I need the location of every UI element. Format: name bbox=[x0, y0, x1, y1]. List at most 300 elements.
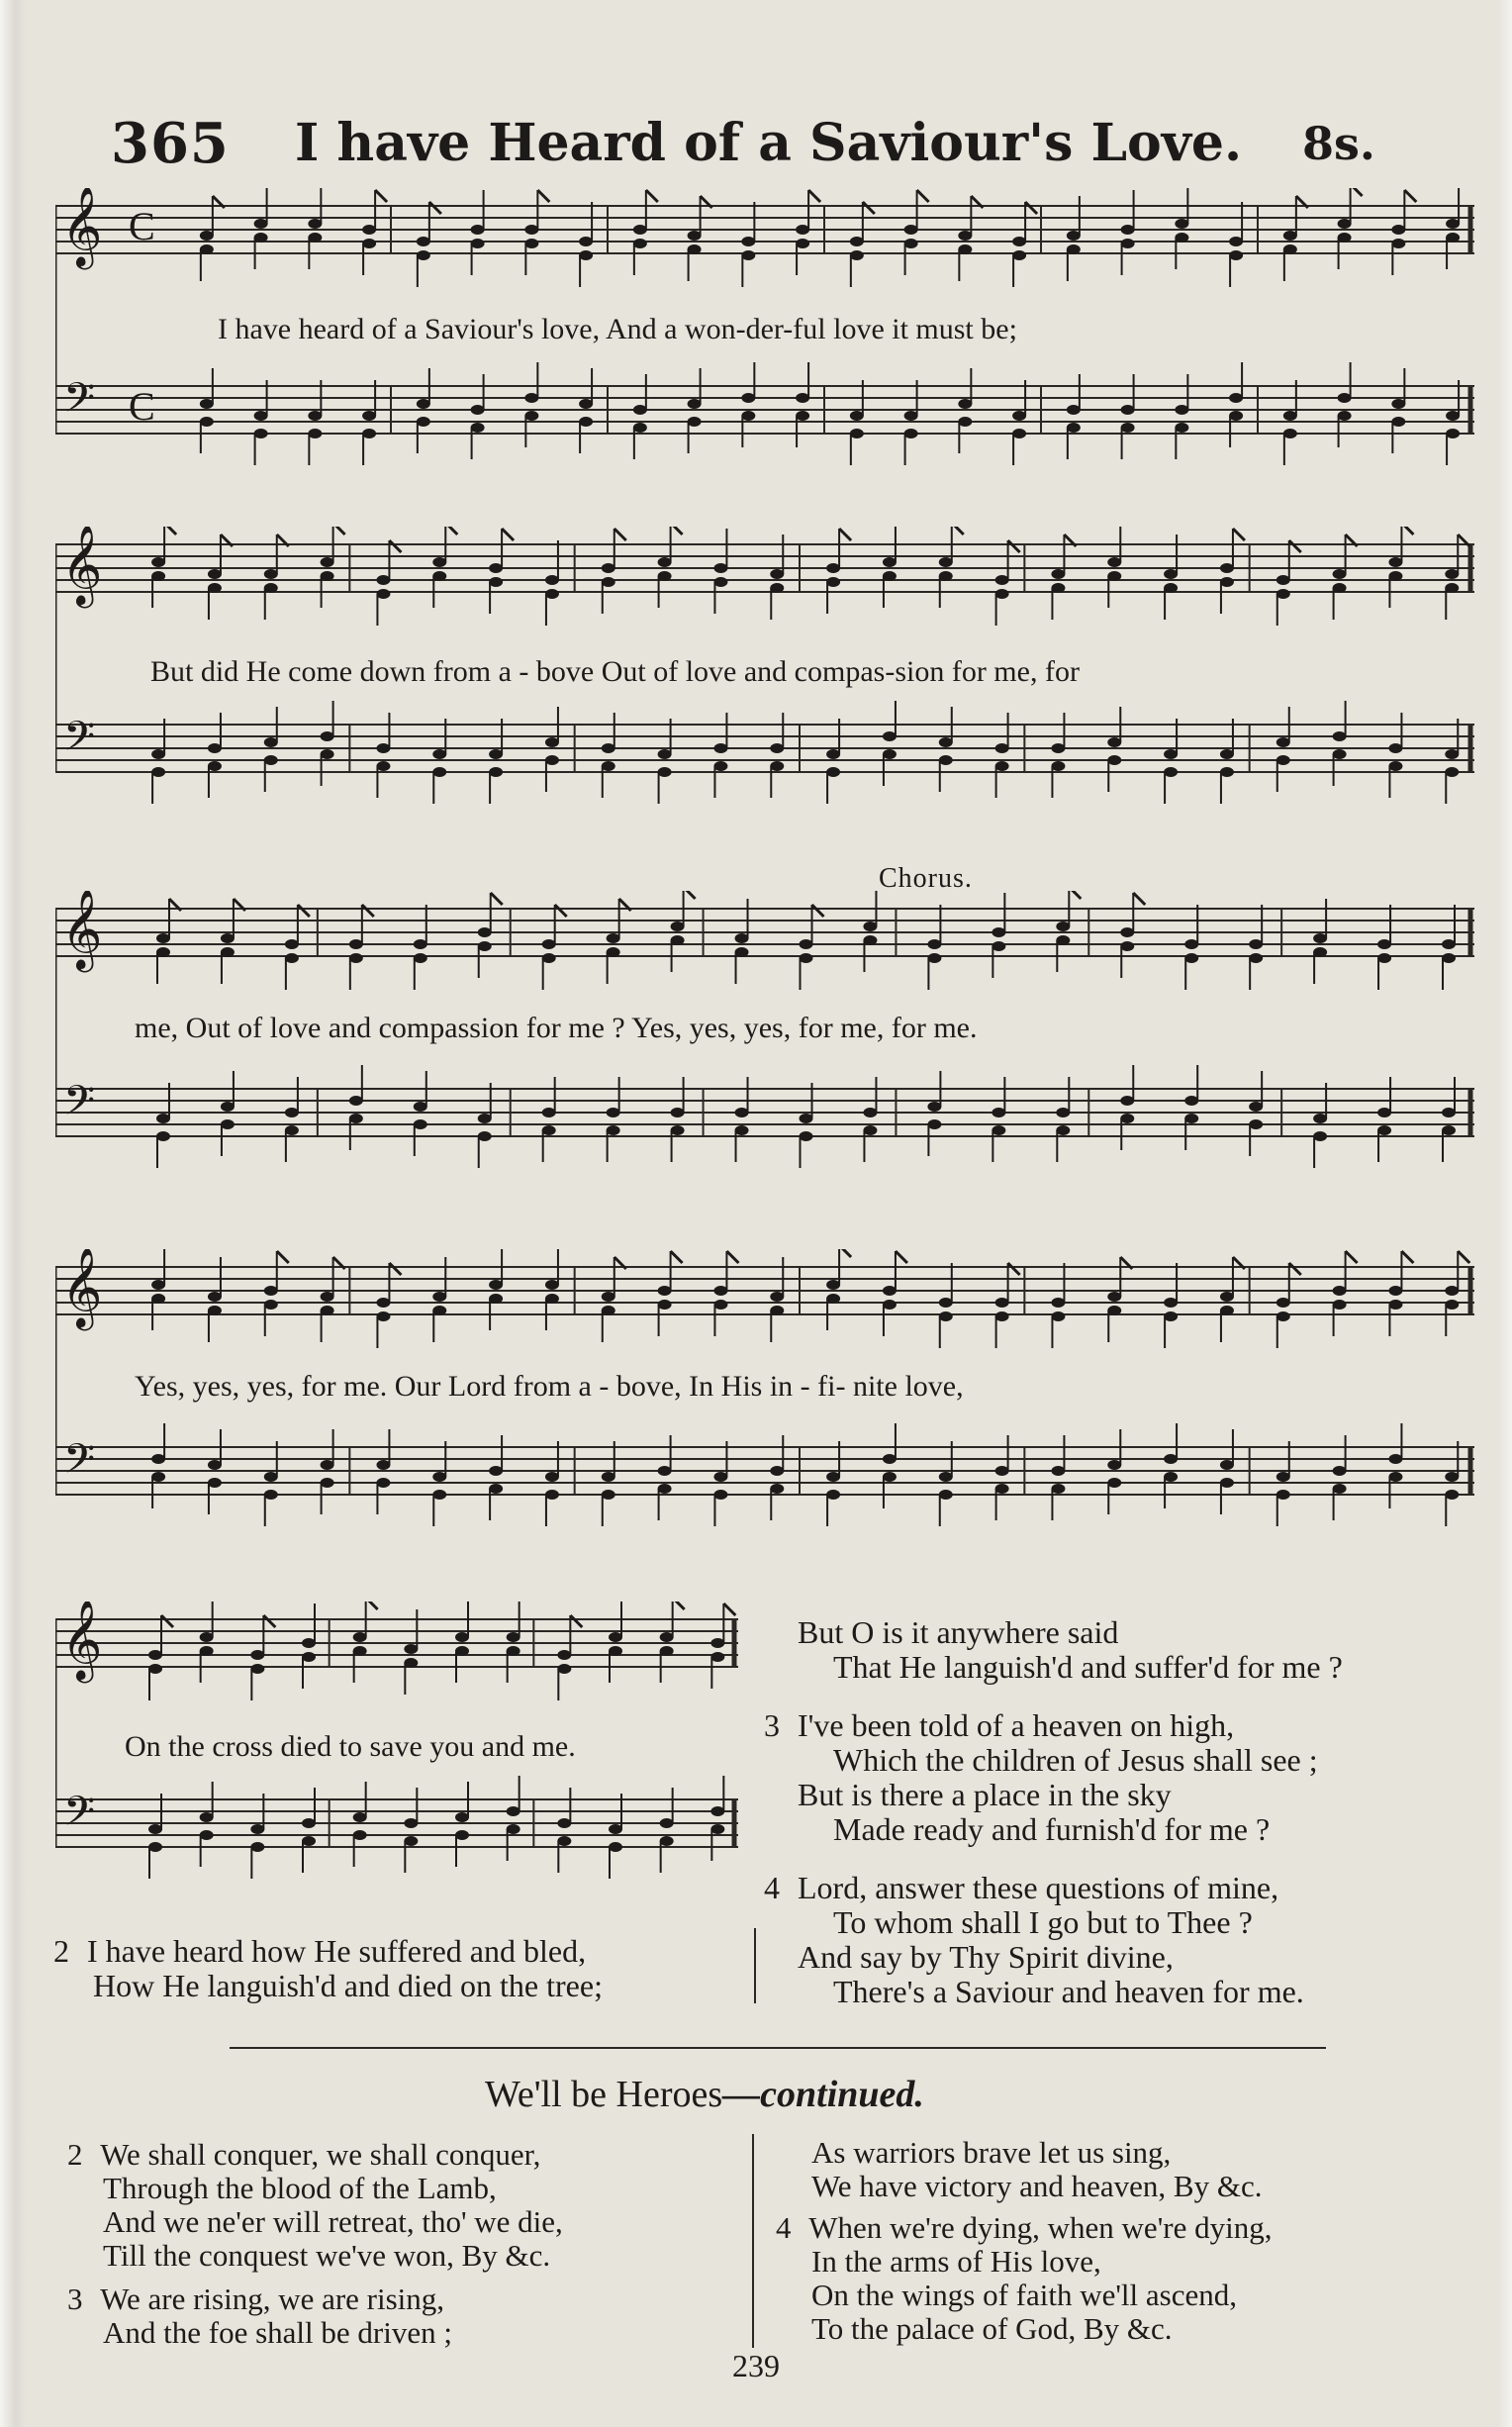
note-head bbox=[471, 225, 485, 235]
note-head bbox=[1442, 953, 1456, 963]
note-head bbox=[1249, 939, 1263, 949]
note-head bbox=[579, 399, 593, 409]
note-head bbox=[995, 575, 1009, 585]
note-head bbox=[660, 1818, 674, 1828]
note-flag bbox=[362, 905, 374, 917]
note-head bbox=[1175, 423, 1188, 433]
verse-4 bbox=[764, 1871, 1304, 2009]
note-head bbox=[200, 417, 214, 427]
section-divider bbox=[230, 2047, 1326, 2049]
note-head bbox=[264, 1490, 278, 1500]
note-head bbox=[770, 1306, 784, 1315]
note-head bbox=[658, 571, 672, 581]
note-head bbox=[939, 1472, 953, 1482]
note-head bbox=[285, 939, 299, 949]
note-head bbox=[1220, 1460, 1234, 1470]
note-head bbox=[1164, 749, 1178, 759]
note-head bbox=[1377, 1125, 1391, 1135]
note-flag bbox=[1401, 1251, 1413, 1263]
note-head bbox=[1338, 411, 1352, 421]
note-head bbox=[148, 1824, 162, 1834]
note-head bbox=[671, 935, 685, 945]
note-flag bbox=[917, 190, 929, 202]
note-head bbox=[1220, 1306, 1234, 1315]
note-head bbox=[1120, 941, 1134, 951]
note-head bbox=[221, 933, 235, 943]
note-head bbox=[1445, 569, 1459, 579]
note-head bbox=[417, 417, 430, 427]
note-head bbox=[1276, 1311, 1290, 1321]
note-head bbox=[221, 947, 235, 957]
note-head bbox=[958, 399, 972, 409]
note-flag bbox=[1069, 891, 1081, 899]
note-head bbox=[1051, 1298, 1065, 1308]
note-head bbox=[713, 1490, 727, 1500]
note-head bbox=[688, 417, 702, 427]
verse-number: 4 bbox=[776, 2210, 792, 2245]
note-head bbox=[1051, 1466, 1065, 1476]
note-head bbox=[254, 429, 268, 438]
note-head bbox=[545, 755, 559, 765]
verse-line: And we ne'er will retreat, tho' we die, bbox=[103, 2204, 563, 2239]
note-flag bbox=[445, 527, 457, 534]
note-head bbox=[735, 933, 749, 943]
note-head bbox=[414, 939, 427, 949]
note-head bbox=[208, 569, 222, 579]
note-head bbox=[264, 1286, 278, 1296]
note-head bbox=[376, 1460, 390, 1470]
note-head bbox=[1276, 1298, 1290, 1308]
note-flag bbox=[839, 1249, 851, 1257]
note-head bbox=[770, 569, 784, 579]
note-head bbox=[221, 1119, 235, 1129]
note-head bbox=[489, 563, 503, 573]
note-head bbox=[602, 743, 615, 753]
note-head bbox=[607, 947, 620, 957]
note-head bbox=[1445, 767, 1459, 777]
note-head bbox=[376, 575, 390, 585]
note-head bbox=[1276, 1472, 1290, 1482]
note-head bbox=[156, 1131, 170, 1141]
note-head bbox=[1121, 225, 1135, 235]
note-flag bbox=[1008, 1263, 1020, 1275]
note-head bbox=[579, 417, 593, 427]
note-head bbox=[1388, 571, 1402, 581]
note-head bbox=[1164, 1454, 1178, 1464]
note-head bbox=[349, 953, 363, 963]
note-head bbox=[455, 1632, 469, 1642]
note-head bbox=[602, 563, 615, 573]
note-head bbox=[489, 1294, 503, 1304]
note-head bbox=[1313, 1114, 1327, 1123]
note-head bbox=[308, 411, 322, 421]
page-edge-left bbox=[0, 0, 26, 2427]
note-flag bbox=[952, 527, 964, 534]
note-head bbox=[1175, 233, 1188, 243]
note-head bbox=[826, 749, 840, 759]
note-head bbox=[404, 1836, 418, 1846]
note-head bbox=[1377, 939, 1391, 949]
verse-number: 2 bbox=[53, 1933, 69, 1969]
note-head bbox=[1446, 411, 1460, 421]
note-flag bbox=[537, 190, 549, 202]
note-head bbox=[1056, 922, 1070, 931]
note-head bbox=[557, 1664, 571, 1674]
note-head bbox=[904, 239, 918, 248]
note-head bbox=[1164, 767, 1178, 777]
note-head bbox=[489, 749, 503, 759]
note-head bbox=[148, 1842, 162, 1852]
note-head bbox=[850, 429, 864, 438]
note-head bbox=[713, 1300, 727, 1310]
note-flag bbox=[671, 527, 683, 534]
note-flag bbox=[1351, 188, 1363, 196]
note-head bbox=[524, 239, 538, 248]
note-head bbox=[264, 1300, 278, 1310]
continued-verse-2 bbox=[67, 2138, 563, 2273]
note-head bbox=[713, 761, 727, 771]
verse-line: In the arms of His love, bbox=[811, 2244, 1101, 2279]
verse-line: To the palace of God, By &c. bbox=[811, 2311, 1173, 2346]
note-head bbox=[1067, 244, 1081, 254]
note-head bbox=[826, 577, 840, 587]
note-head bbox=[308, 429, 322, 438]
note-head bbox=[1446, 233, 1460, 243]
note-head bbox=[602, 577, 615, 587]
note-head bbox=[939, 1298, 953, 1308]
note-head bbox=[545, 1490, 559, 1500]
note-head bbox=[883, 749, 897, 759]
note-head bbox=[1442, 1125, 1456, 1135]
note-head bbox=[1283, 429, 1297, 438]
note-head bbox=[927, 953, 941, 963]
note-head bbox=[321, 749, 334, 759]
note-head bbox=[1220, 749, 1234, 759]
note-head bbox=[992, 941, 1005, 951]
note-head bbox=[156, 947, 170, 957]
note-head bbox=[151, 767, 165, 777]
note-head bbox=[545, 589, 559, 599]
note-flag bbox=[863, 202, 875, 214]
note-head bbox=[1220, 1292, 1234, 1302]
note-flag bbox=[263, 1615, 275, 1627]
page-edge-right bbox=[1498, 0, 1512, 2427]
note-head bbox=[633, 225, 647, 235]
note-head bbox=[660, 1646, 674, 1656]
verse-line: And say by Thy Spirit divine, bbox=[798, 1939, 1174, 1975]
note-head bbox=[607, 1108, 620, 1117]
note-head bbox=[321, 1478, 334, 1488]
note-head bbox=[609, 1824, 622, 1834]
continued-verse-4 bbox=[776, 2211, 1272, 2346]
verse-line: Which the children of Jesus shall see ; bbox=[833, 1742, 1318, 1778]
note-head bbox=[208, 1306, 222, 1315]
note-head bbox=[1175, 219, 1188, 229]
note-head bbox=[455, 1646, 469, 1656]
note-head bbox=[602, 1306, 615, 1315]
verse-line: That He languish'd and suffer'd for me ? bbox=[833, 1649, 1343, 1685]
note-head bbox=[208, 743, 222, 753]
music-notation-2 bbox=[55, 527, 1474, 853]
note-head bbox=[735, 1125, 749, 1135]
verse-line: There's a Saviour and heaven for me. bbox=[833, 1974, 1304, 2009]
note-head bbox=[489, 1466, 503, 1476]
note-head bbox=[417, 237, 430, 246]
note-head bbox=[1276, 737, 1290, 747]
verse-3 bbox=[764, 1708, 1318, 1847]
note-head bbox=[478, 1131, 492, 1141]
note-head bbox=[633, 405, 647, 415]
note-head bbox=[432, 1306, 446, 1315]
note-head bbox=[1338, 233, 1352, 243]
lyric-line-4: Yes, yes, yes, for me. Our Lord from a - bove, In His in - fi- nite love, bbox=[135, 1370, 964, 1403]
note-head bbox=[995, 761, 1009, 771]
bass-clef-icon: 𝄢 bbox=[63, 1435, 96, 1493]
note-head bbox=[904, 411, 918, 421]
note-head bbox=[1388, 761, 1402, 771]
note-head bbox=[1056, 1108, 1070, 1117]
treble-clef-icon: 𝄞 bbox=[61, 188, 103, 266]
note-flag bbox=[684, 891, 696, 899]
note-head bbox=[200, 231, 214, 241]
column-divider bbox=[754, 1928, 756, 2003]
note-flag bbox=[298, 905, 310, 917]
note-flag bbox=[277, 1251, 289, 1263]
note-head bbox=[1121, 423, 1135, 433]
treble-clef-icon: 𝄞 bbox=[61, 527, 103, 605]
note-head bbox=[254, 233, 268, 243]
note-head bbox=[557, 1818, 571, 1828]
note-head bbox=[579, 250, 593, 260]
note-head bbox=[799, 1114, 812, 1123]
note-head bbox=[995, 589, 1009, 599]
note-head bbox=[826, 1280, 840, 1290]
note-head bbox=[362, 225, 376, 235]
note-flag bbox=[646, 190, 658, 202]
note-head bbox=[1164, 1311, 1178, 1321]
note-head bbox=[321, 1306, 334, 1315]
note-head bbox=[992, 927, 1005, 937]
note-head bbox=[958, 244, 972, 254]
note-head bbox=[1388, 1286, 1402, 1296]
note-head bbox=[349, 1096, 363, 1106]
note-head bbox=[1107, 571, 1121, 581]
note-head bbox=[1220, 577, 1234, 587]
note-flag bbox=[1025, 202, 1037, 214]
note-head bbox=[1107, 1478, 1121, 1488]
note-head bbox=[478, 927, 492, 937]
note-head bbox=[489, 1280, 503, 1290]
note-head bbox=[542, 953, 556, 963]
note-head bbox=[883, 1472, 897, 1482]
note-head bbox=[1445, 583, 1459, 593]
column-divider-lower bbox=[752, 2134, 754, 2348]
note-head bbox=[151, 1472, 165, 1482]
note-head bbox=[414, 1119, 427, 1129]
note-head bbox=[770, 1466, 784, 1476]
note-head bbox=[1338, 393, 1352, 403]
note-head bbox=[633, 423, 647, 433]
note-head bbox=[1067, 405, 1081, 415]
note-head bbox=[609, 1842, 622, 1852]
verse-number: 3 bbox=[764, 1707, 780, 1743]
note-flag bbox=[1458, 1251, 1469, 1263]
note-head bbox=[1012, 250, 1026, 260]
note-head bbox=[992, 1108, 1005, 1117]
music-system-1 bbox=[55, 188, 1474, 515]
note-head bbox=[200, 1830, 214, 1840]
note-head bbox=[1067, 423, 1081, 433]
note-head bbox=[1377, 1108, 1391, 1117]
note-head bbox=[432, 767, 446, 777]
note-head bbox=[863, 922, 877, 931]
note-flag bbox=[723, 1603, 735, 1615]
note-head bbox=[1107, 1306, 1121, 1315]
note-head bbox=[507, 1806, 520, 1816]
note-head bbox=[904, 225, 918, 235]
note-head bbox=[1051, 1484, 1065, 1494]
note-head bbox=[208, 761, 222, 771]
note-head bbox=[1333, 749, 1347, 759]
note-head bbox=[264, 737, 278, 747]
note-head bbox=[958, 417, 972, 427]
lyric-line-5: On the cross died to save you and me. bbox=[125, 1730, 576, 1763]
note-head bbox=[770, 743, 784, 753]
note-head bbox=[264, 583, 278, 593]
note-head bbox=[542, 1125, 556, 1135]
bass-clef-icon: 𝄢 bbox=[63, 1788, 96, 1845]
note-head bbox=[208, 1460, 222, 1470]
note-head bbox=[1121, 239, 1135, 248]
note-head bbox=[770, 761, 784, 771]
note-head bbox=[376, 589, 390, 599]
note-head bbox=[992, 1125, 1005, 1135]
note-head bbox=[995, 743, 1009, 753]
note-flag bbox=[389, 1263, 401, 1275]
note-head bbox=[1229, 250, 1243, 260]
note-head bbox=[524, 225, 538, 235]
note-head bbox=[1012, 237, 1026, 246]
note-head bbox=[151, 1454, 165, 1464]
note-head bbox=[607, 933, 620, 943]
note-head bbox=[1184, 1096, 1198, 1106]
note-head bbox=[1229, 411, 1243, 421]
note-head bbox=[741, 237, 755, 246]
note-head bbox=[799, 1131, 812, 1141]
note-head bbox=[1220, 1478, 1234, 1488]
note-flag bbox=[614, 529, 626, 540]
treble-clef-icon: 𝄞 bbox=[61, 1602, 103, 1680]
note-head bbox=[1164, 1472, 1178, 1482]
note-head bbox=[254, 411, 268, 421]
note-head bbox=[1229, 393, 1243, 403]
verse-number: 3 bbox=[67, 2281, 83, 2316]
verse-line: Through the blood of the Lamb, bbox=[103, 2171, 497, 2205]
note-head bbox=[302, 1638, 316, 1648]
note-head bbox=[349, 939, 363, 949]
note-head bbox=[1391, 417, 1405, 427]
note-head bbox=[710, 1638, 724, 1648]
note-head bbox=[1120, 1096, 1134, 1106]
note-head bbox=[432, 1292, 446, 1302]
note-head bbox=[713, 1286, 727, 1296]
note-flag bbox=[375, 190, 387, 202]
note-head bbox=[710, 1806, 724, 1816]
note-flag bbox=[502, 529, 514, 540]
note-head bbox=[1107, 737, 1121, 747]
note-head bbox=[713, 743, 727, 753]
note-head bbox=[264, 1472, 278, 1482]
note-head bbox=[200, 399, 214, 409]
note-flag bbox=[333, 527, 345, 534]
note-head bbox=[156, 933, 170, 943]
note-head bbox=[1442, 939, 1456, 949]
note-head bbox=[713, 563, 727, 573]
lyric-line-3: me, Out of love and compassion for me ? Yes, yes, yes, for me, for me. bbox=[135, 1012, 978, 1044]
note-head bbox=[799, 953, 812, 963]
note-head bbox=[151, 557, 165, 567]
music-notation-4 bbox=[55, 1249, 1474, 1576]
note-head bbox=[660, 1836, 674, 1846]
note-head bbox=[471, 405, 485, 415]
note-head bbox=[1338, 219, 1352, 229]
verse-line: On the wings of faith we'll ascend, bbox=[811, 2278, 1238, 2312]
note-head bbox=[478, 1114, 492, 1123]
note-head bbox=[1333, 1466, 1347, 1476]
note-head bbox=[710, 1652, 724, 1662]
verse-line: I have heard how He suffered and bled, bbox=[87, 1933, 587, 1969]
note-head bbox=[658, 767, 672, 777]
note-head bbox=[545, 1294, 559, 1304]
note-head bbox=[1276, 589, 1290, 599]
note-flag bbox=[1289, 540, 1301, 552]
note-head bbox=[250, 1842, 264, 1852]
note-head bbox=[939, 1311, 953, 1321]
note-head bbox=[1164, 569, 1178, 579]
note-head bbox=[1067, 231, 1081, 241]
music-notation-1 bbox=[55, 188, 1474, 515]
note-head bbox=[489, 767, 503, 777]
note-flag bbox=[366, 1602, 378, 1609]
note-head bbox=[658, 1484, 672, 1494]
note-flag bbox=[491, 893, 503, 905]
verse-line: We are rising, we are rising, bbox=[100, 2281, 445, 2316]
time-signature-icon: C bbox=[129, 204, 155, 248]
note-head bbox=[741, 250, 755, 260]
note-head bbox=[796, 393, 809, 403]
note-head bbox=[148, 1650, 162, 1660]
note-head bbox=[151, 1280, 165, 1290]
note-flag bbox=[161, 1615, 173, 1627]
note-head bbox=[489, 577, 503, 587]
note-head bbox=[1107, 755, 1121, 765]
note-head bbox=[250, 1650, 264, 1660]
note-head bbox=[1051, 743, 1065, 753]
time-signature-icon: C bbox=[129, 384, 155, 429]
note-head bbox=[826, 563, 840, 573]
page-number: 239 bbox=[732, 2348, 780, 2383]
verse-line: But is there a place in the sky bbox=[798, 1777, 1172, 1812]
note-head bbox=[579, 237, 593, 246]
note-head bbox=[557, 1650, 571, 1660]
note-head bbox=[151, 749, 165, 759]
note-head bbox=[883, 571, 897, 581]
note-head bbox=[741, 393, 755, 403]
note-head bbox=[826, 1294, 840, 1304]
music-system-4 bbox=[55, 1249, 1474, 1576]
music-system-3 bbox=[55, 891, 1474, 1217]
note-head bbox=[850, 411, 864, 421]
